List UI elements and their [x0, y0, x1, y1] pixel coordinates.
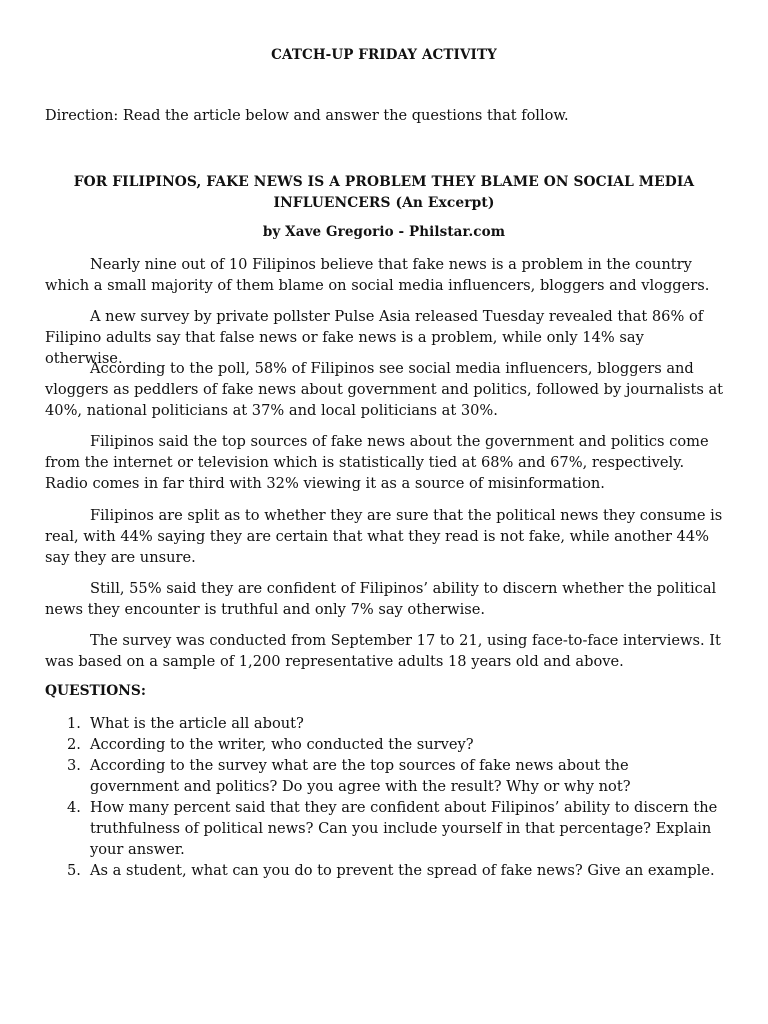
direction-text: Direction: Read the article below and answer the questions that follow. [45, 108, 569, 124]
question-text: What is the article all about? [90, 715, 304, 732]
question-number: 3. [67, 757, 81, 774]
question-item [45, 734, 721, 755]
question-item [45, 797, 721, 860]
questions-heading: QUESTIONS: [45, 683, 146, 699]
article-paragraph-1: Nearly nine out of 10 Filipinos believe that fake news is a problem in the country which a small majority of them blame on social media influencers, bloggers and vloggers. [45, 256, 710, 294]
article-paragraph-5: Filipinos are split as to whether they are sure that the political news they consume is real, with 44% saying they are certain that what they read is not fake, while another 44% say they are unsure. [45, 507, 723, 566]
article-paragraph-3: According to the poll, 58% of Filipinos see social media influencers, bloggers and vloggers as peddlers of fake news about government and politics, followed by journalists at 40%, national politicians at 37% and local politicians at 30%. [45, 360, 724, 419]
article-paragraph-6: Still, 55% said they are confident of Filipinos’ ability to discern whether the political news they encounter is truthful and only 7% say otherwise. [45, 580, 717, 618]
question-number: 4. [67, 799, 81, 816]
question-number: 1. [67, 715, 81, 732]
question-item [45, 755, 721, 797]
question-item [45, 860, 721, 881]
activity-title: CATCH-UP FRIDAY ACTIVITY [271, 47, 497, 63]
article-title: FOR FILIPINOS, FAKE NEWS IS A PROBLEM THEY BLAME ON SOCIAL MEDIA INFLUENCERS (An Excerpt) [73, 174, 695, 211]
article-paragraph-2: A new survey by private pollster Pulse Asia released Tuesday revealed that 86% of Filipino adults say that false news or fake news is a problem, while only 14% say otherwise. [45, 308, 704, 367]
question-text: According to the writer, who conducted the survey? [90, 736, 474, 753]
question-text: According to the survey what are the top sources of fake news about the government and politics? Do you agree with the result? Why or why not? [90, 757, 631, 795]
questions-list [45, 713, 721, 881]
question-text: As a student, what can you do to prevent the spread of fake news? Give an example. [90, 862, 715, 879]
question-text: How many percent said that they are confident about Filipinos’ ability to discern the truthfulness of political news? Can you include yourself in that percentage? Explain your answer. [90, 799, 718, 858]
document-page [45, 0, 723, 1024]
question-item [45, 713, 721, 734]
question-number: 2. [67, 736, 81, 753]
article-paragraph-4: Filipinos said the top sources of fake news about the government and politics come from the internet or television which is statistically tied at 68% and 67%, respectively. Radio comes in far third with 32% viewing it as a source of misinformation. [45, 433, 709, 492]
article-paragraph-7: The survey was conducted from September 17 to 21, using face-to-face interviews. It was based on a sample of 1,200 representative adults 18 years old and above. [45, 632, 721, 670]
question-number: 5. [67, 862, 81, 879]
article-byline: by Xave Gregorio - Philstar.com [262, 224, 506, 240]
